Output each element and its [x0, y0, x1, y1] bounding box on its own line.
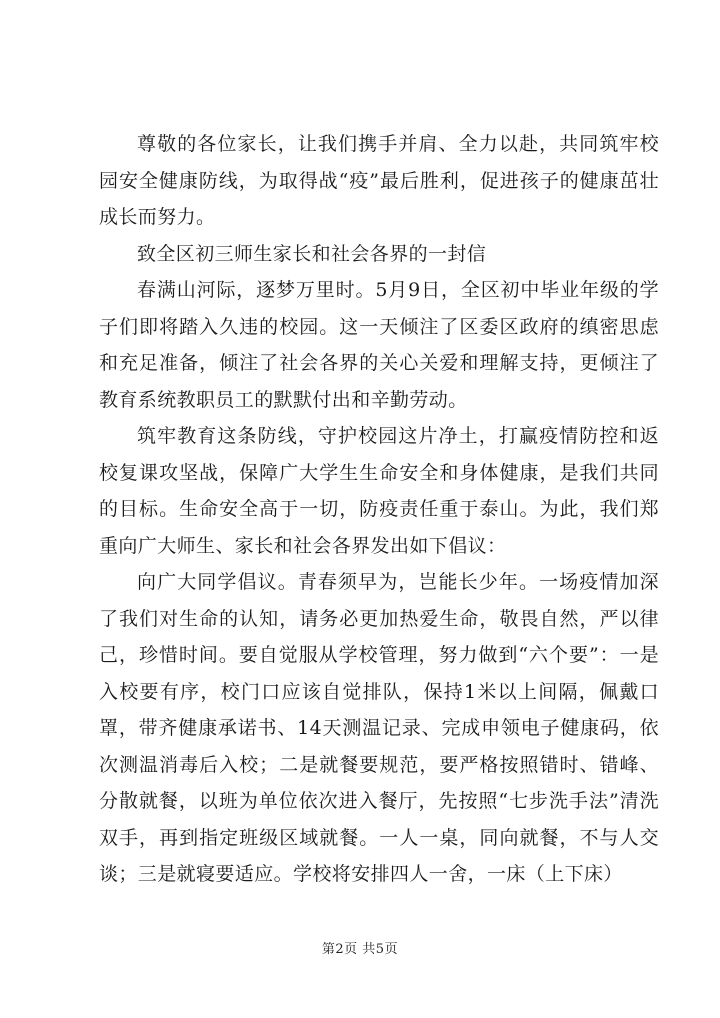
page-number-footer: 第2页 共5页 — [321, 942, 399, 957]
paragraph-intro: 春满山河际，逐梦万里时。5月9日，全区初中毕业年级的学子们即将踏入久违的校园。这一天倾注了区委区政府的缜密思虑和充足准备，倾注了社会各界的关心关爱和理解支持，更倾注了教育系统教职员工的默默付出和辛勤劳动。 — [99, 279, 659, 411]
document-body — [99, 126, 659, 893]
paragraph-student-proposal: 向广大同学倡议。青春须早为，岂能长少年。一场疫情加深了我们对生命的认知，请务必更加热爱生命，敬畏自然，严以律己，珍惜时间。要自觉服从学校管理，努力做到“六个要”：一是入校要有序，校门口应该自觉排队，保持1米以上间隔，佩戴口罩，带齐健康承诺书、14天测温记录、完成申领电子健康码，依次测温消毒后入校；二是就餐要规范，要严格按照错时、错峰、分散就餐，以班为单位依次进入餐厅，先按照“七步洗手法”清洗双手，再到指定班级区域就餐。一人一桌，同向就餐，不与人交谈；三是就寝要适应。学校将安排四人一舍，一床（上下床） — [99, 571, 659, 885]
paragraph-closing-appeal: 尊敬的各位家长，让我们携手并肩、全力以赴，共同筑牢校园安全健康防线，为取得战“疫”最后胜利，促进孩子的健康茁壮成长而努力。 — [99, 133, 659, 228]
paragraph-goal: 筑牢教育这条防线，守护校园这片净土，打赢疫情防控和返校复课攻坚战，保障广大学生生命安全和身体健康，是我们共同的目标。生命安全高于一切，防疫责任重于泰山。为此，我们郑重向广大师生、家长和社会各界发出如下倡议： — [99, 425, 659, 557]
letter-title: 致全区初三师生家长和社会各界的一封信 — [137, 242, 487, 265]
